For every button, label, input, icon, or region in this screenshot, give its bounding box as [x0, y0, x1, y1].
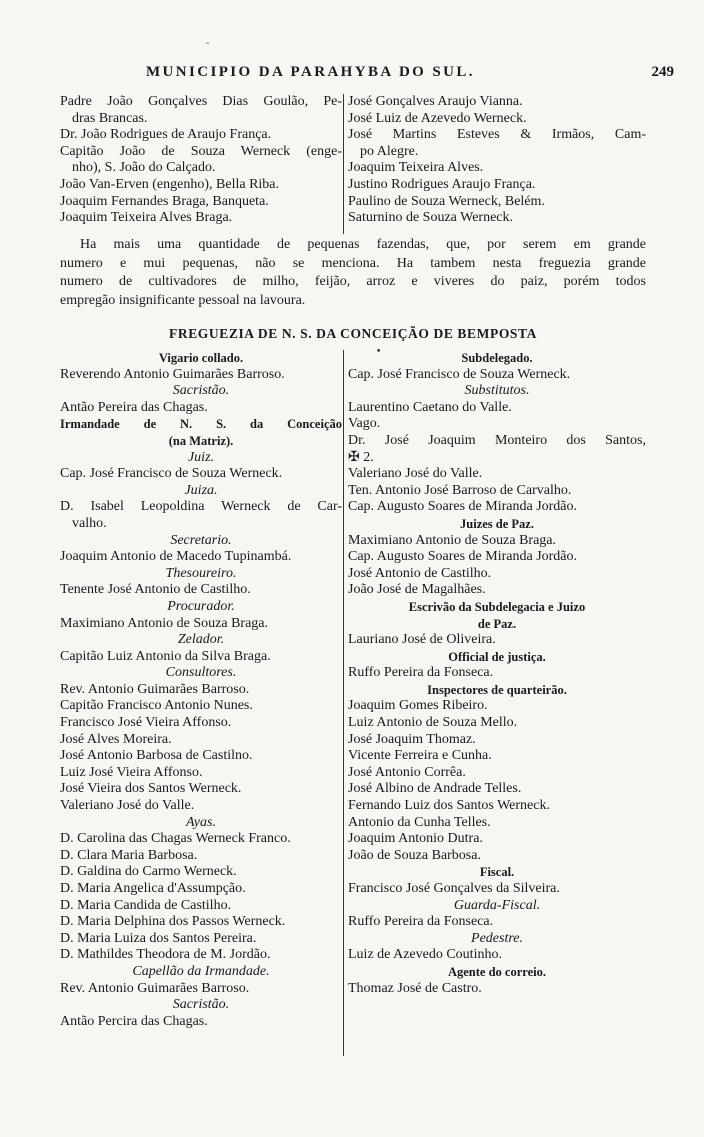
role-heading: Juiz. [187, 449, 215, 465]
list-item: Joaquim Teixeira Alves Braga. [60, 210, 233, 226]
entry: valho. [72, 515, 107, 531]
paragraph-line: empregão insignificante pessoal na lavoura. [60, 292, 306, 308]
entry: Francisco José Gonçalves da Silveira. [348, 881, 560, 896]
parish-directory [60, 350, 646, 1056]
entry: D. Galdina do Carmo Werneck. [60, 864, 237, 880]
page-number: 249 [651, 64, 674, 80]
list-item: Justino Rodrigues Araujo França. [348, 176, 536, 192]
entry: Joaquim Antonio de Macedo Tupinambá. [60, 549, 292, 565]
list-item: José Martins Esteves & Irmãos, Cam- [348, 127, 646, 143]
entry: Thomaz José de Castro. [348, 980, 482, 996]
section-heading: (na Matriz). [168, 433, 234, 448]
entry: D. Maria Candida de Castilho. [60, 897, 232, 913]
entry: D. Maria Angelica d'Assumpção. [60, 881, 246, 896]
role-heading: Substitutos. [464, 383, 530, 399]
role-heading: Capellão da Irmandade. [132, 963, 270, 979]
entry: José Albino de Andrade Telles. [348, 781, 522, 797]
entry: Fernando Luiz dos Santos Werneck. [348, 798, 550, 814]
section-heading: Subdelegado. [461, 351, 533, 365]
bullet-mark: • [376, 347, 382, 357]
section-heading: de Paz. [477, 616, 517, 631]
entry: Antão Percira das Chagas. [60, 1013, 208, 1029]
top-mark: - [206, 38, 210, 49]
entry: Rev. Antonio Guimarães Barroso. [60, 980, 250, 996]
list-item: Joaquim Fernandes Braga, Banqueta. [60, 193, 269, 209]
entry: Capitão Francisco Antonio Nunes. [60, 698, 253, 714]
entry: Luiz José Vieira Affonso. [60, 764, 203, 780]
entry: José Joaquim Thomaz. [348, 731, 476, 747]
list-item: Paulino de Souza Werneck, Belém. [348, 193, 545, 209]
entry: Ruffo Pereira da Fonseca. [348, 914, 494, 930]
list-item: João Van-Erven (engenho), Bella Riba. [60, 176, 280, 192]
running-title: MUNICIPIO DA PARAHYBA DO SUL. [146, 64, 475, 80]
section-heading: Official de justiça. [448, 649, 546, 664]
section-title: FREGUEZIA DE N. S. DA CONCEIÇÃO DE BEMPOSTA [169, 326, 537, 341]
role-heading: Consultores. [165, 665, 237, 681]
entry: ✠ 2. [348, 449, 374, 465]
entry: Cap. José Francisco de Souza Werneck. [348, 366, 571, 382]
role-heading: Ayas. [186, 814, 216, 830]
entry: Ten. Antonio José Barroso de Carvalho. [348, 482, 572, 498]
entry: João de Souza Barbosa. [348, 847, 481, 863]
paragraph-line: numero de cultivadores de milho, feijão, arroz e viveres do paiz, porém todos [60, 274, 646, 289]
role-heading: Sacristão. [172, 997, 230, 1013]
entry: Antão Pereira das Chagas. [60, 399, 208, 415]
role-heading: Thesoureiro. [165, 565, 237, 581]
entry: Rev. Antonio Guimarães Barroso. [60, 681, 250, 697]
entry: José Alves Moreira. [60, 731, 172, 747]
role-heading: Sacristão. [172, 383, 230, 399]
role-heading: Procurador. [167, 598, 235, 614]
role-heading: Juiza. [184, 482, 218, 498]
section-heading: Escrivão da Subdelegacia e Juizo [408, 599, 586, 614]
entry: Cap. José Francisco de Souza Werneck. [60, 466, 283, 482]
entry: D. Maria Luiza dos Santos Pereira. [60, 930, 257, 946]
entry: Laurentino Caetano do Valle. [348, 399, 512, 415]
entry: José Vieira dos Santos Werneck. [60, 781, 242, 797]
list-item: Dr. João Rodrigues de Araujo França. [60, 127, 272, 143]
upper-right-column [348, 94, 646, 227]
entry: Valeriano José do Valle. [348, 466, 483, 482]
entry: D. Carolina das Chagas Werneck Franco. [60, 831, 291, 847]
paragraph-line: Ha mais uma quantidade de pequenas fazendas, que, por serem em grande [80, 237, 646, 252]
list-item: Capitão João de Souza Werneck (enge- [60, 143, 342, 159]
section-heading: Irmandade de N. S. da Conceição [60, 417, 342, 432]
upper-left-column [60, 94, 342, 227]
paragraph-line: numero e mui pequenas, não se menciona. Ha tambem nesta freguezia grande [60, 255, 646, 271]
entry: D. Clara Maria Barbosa. [60, 847, 198, 863]
column-divider [343, 94, 344, 234]
section-heading: Vigario collado. [158, 351, 244, 365]
entry: José Antonio Barbosa de Castilno. [60, 748, 253, 764]
list-item: po Alegre. [360, 143, 419, 159]
entry: Antonio da Cunha Telles. [348, 814, 491, 830]
list-item: nho), S. João do Calçado. [72, 160, 216, 176]
list-item: dras Brancas. [72, 110, 148, 126]
body-paragraph [60, 236, 646, 310]
role-heading: Pedestre. [471, 930, 523, 946]
entry: Lauriano José de Oliveira. [348, 632, 496, 648]
list-item: Padre João Gonçalves Dias Goulão, Pe- [60, 94, 342, 109]
entry: D. Mathildes Theodora de M. Jordão. [60, 947, 271, 963]
role-heading: Secretario. [170, 532, 232, 548]
entry: Vicente Ferreira e Cunha. [348, 748, 492, 764]
list-item: José Gonçalves Araujo Vianna. [348, 94, 523, 109]
entry: Joaquim Gomes Ribeiro. [348, 698, 488, 714]
entry: D. Isabel Leopoldina Werneck de Car- [60, 499, 342, 515]
entry: João José de Magalhães. [348, 582, 486, 598]
section-heading: Juizes de Paz. [460, 516, 534, 531]
entry: Cap. Augusto Soares de Miranda Jordão. [348, 499, 578, 515]
entry: Valeriano José do Valle. [60, 798, 195, 814]
list-item: Joaquim Teixeira Alves. [348, 160, 484, 176]
running-header [62, 64, 674, 86]
entry: Vago. [348, 416, 381, 432]
role-heading: Guarda-Fiscal. [453, 897, 541, 913]
upper-list [60, 94, 646, 234]
entry: Reverendo Antonio Guimarães Barroso. [60, 366, 285, 382]
entry: José Antonio Corrêa. [348, 764, 466, 780]
entry: D. Maria Delphina dos Passos Werneck. [60, 914, 286, 930]
entry: Maximiano Antonio de Souza Braga. [60, 615, 269, 631]
list-item: José Luiz de Azevedo Werneck. [348, 110, 527, 126]
section-heading: Inspectores de quarteirão. [427, 682, 567, 697]
entry: Dr. José Joaquim Monteiro dos Santos, [348, 432, 646, 448]
column-divider [343, 350, 344, 1056]
entry: Ruffo Pereira da Fonseca. [348, 665, 494, 681]
entry: Maximiano Antonio de Souza Braga. [348, 532, 557, 548]
list-item: Saturnino de Souza Werneck. [348, 210, 514, 226]
section-heading: Agente do correio. [447, 964, 546, 979]
entry: Capitão Luiz Antonio da Silva Braga. [60, 648, 271, 664]
section-heading: Fiscal. [479, 865, 515, 880]
left-directory-column [60, 350, 342, 1030]
entry: Tenente José Antonio de Castilho. [60, 582, 251, 598]
entry: Cap. Augusto Soares de Miranda Jordão. [348, 549, 578, 565]
role-heading: Zelador. [177, 632, 225, 648]
entry: José Antonio de Castilho. [348, 565, 492, 581]
entry: Luiz Antonio de Souza Mello. [348, 715, 518, 731]
entry: Francisco José Vieira Affonso. [60, 715, 232, 731]
entry: Luiz de Azevedo Coutinho. [348, 947, 502, 963]
entry: Joaquim Antonio Dutra. [348, 831, 483, 847]
right-directory-column [348, 350, 646, 997]
